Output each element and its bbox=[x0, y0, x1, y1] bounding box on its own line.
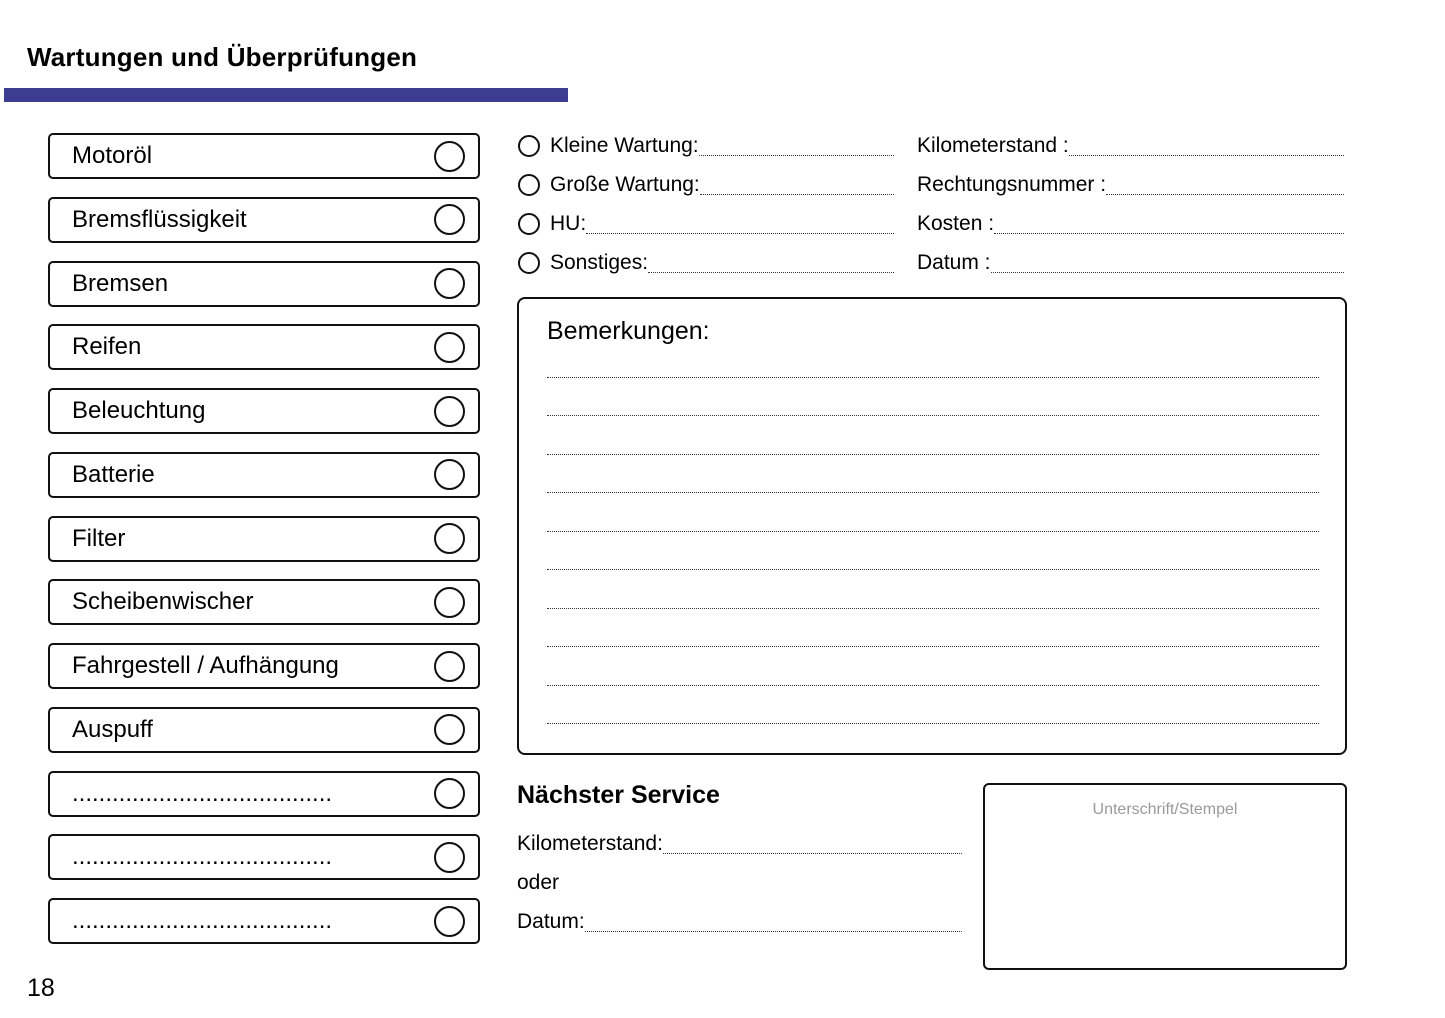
signature-stamp-box[interactable] bbox=[983, 783, 1347, 970]
maintenance-checklist bbox=[48, 133, 480, 944]
service-detail-label: Kosten : bbox=[917, 211, 995, 235]
service-detail-label: Datum : bbox=[917, 250, 991, 274]
next-service-or-row bbox=[517, 863, 962, 902]
next-service-or-label: oder bbox=[517, 870, 560, 894]
check-circle[interactable] bbox=[434, 332, 465, 363]
checklist-item bbox=[48, 707, 480, 753]
service-type-row bbox=[518, 243, 894, 282]
remark-write-line[interactable] bbox=[547, 493, 1319, 532]
check-circle[interactable] bbox=[434, 842, 465, 873]
fill-in-line[interactable] bbox=[700, 194, 894, 195]
service-type-group bbox=[518, 126, 894, 282]
remark-write-line[interactable] bbox=[547, 339, 1319, 378]
checklist-item bbox=[48, 388, 480, 434]
fill-in-line[interactable] bbox=[648, 272, 894, 273]
checklist-item bbox=[48, 834, 480, 880]
remarks-box bbox=[517, 297, 1347, 755]
checklist-item bbox=[48, 261, 480, 307]
service-detail-row bbox=[917, 243, 1344, 282]
remark-write-line[interactable] bbox=[547, 570, 1319, 609]
fill-in-line[interactable] bbox=[991, 272, 1344, 273]
checklist-item-label: Bremsen bbox=[72, 269, 169, 297]
service-type-row bbox=[518, 165, 894, 204]
checklist-item-label: Bremsflüssigkeit bbox=[72, 205, 247, 233]
check-circle[interactable] bbox=[434, 141, 465, 172]
remarks-lines bbox=[547, 339, 1319, 724]
fill-in-line[interactable] bbox=[663, 853, 962, 854]
service-detail-row bbox=[917, 204, 1344, 243]
remark-write-line[interactable] bbox=[547, 647, 1319, 686]
remark-write-line[interactable] bbox=[547, 609, 1319, 648]
remark-write-line[interactable] bbox=[547, 416, 1319, 455]
fill-in-line[interactable] bbox=[585, 931, 962, 932]
checklist-item bbox=[48, 133, 480, 179]
check-circle[interactable] bbox=[434, 714, 465, 745]
service-detail-label: Rechtungsnummer : bbox=[917, 172, 1107, 196]
checklist-item-label: ....................................... bbox=[72, 907, 333, 934]
remark-write-line[interactable] bbox=[547, 378, 1319, 417]
service-type-radio[interactable] bbox=[518, 174, 540, 196]
title-accent-bar bbox=[4, 88, 568, 102]
service-type-label: HU: bbox=[550, 211, 587, 235]
service-type-radio[interactable] bbox=[518, 135, 540, 157]
checklist-item bbox=[48, 324, 480, 370]
check-circle[interactable] bbox=[434, 651, 465, 682]
fill-in-line[interactable] bbox=[586, 233, 894, 234]
checklist-item bbox=[48, 516, 480, 562]
checklist-item-label: Auspuff bbox=[72, 715, 153, 743]
next-service-date-label: Datum: bbox=[517, 909, 585, 933]
check-circle[interactable] bbox=[434, 778, 465, 809]
service-type-row bbox=[518, 126, 894, 165]
checklist-item bbox=[48, 898, 480, 944]
checklist-item bbox=[48, 771, 480, 817]
fill-in-line[interactable] bbox=[1106, 194, 1344, 195]
service-detail-row bbox=[917, 126, 1344, 165]
checklist-item bbox=[48, 197, 480, 243]
service-type-radio[interactable] bbox=[518, 213, 540, 235]
remarks-title: Bemerkungen: bbox=[547, 317, 710, 345]
remark-write-line[interactable] bbox=[547, 532, 1319, 571]
checklist-item-label: ....................................... bbox=[72, 779, 333, 807]
service-type-row bbox=[518, 204, 894, 243]
checklist-item-label: Fahrgestell / Aufhängung bbox=[72, 652, 339, 679]
checklist-item-label: Motoröl bbox=[72, 142, 153, 169]
next-service-title: Nächster Service bbox=[517, 781, 720, 809]
service-type-label: Große Wartung: bbox=[550, 172, 700, 196]
check-circle[interactable] bbox=[434, 523, 465, 554]
checklist-item-label: Beleuchtung bbox=[72, 397, 206, 424]
fill-in-line[interactable] bbox=[1069, 155, 1344, 156]
check-circle[interactable] bbox=[434, 587, 465, 618]
checklist-item bbox=[48, 579, 480, 625]
checklist-item-label: Filter bbox=[72, 524, 126, 552]
page-title: Wartungen und Überprüfungen bbox=[27, 42, 418, 72]
fill-in-line[interactable] bbox=[994, 233, 1344, 234]
service-detail-label: Kilometerstand : bbox=[917, 133, 1069, 157]
service-type-label: Sonstiges: bbox=[550, 250, 649, 274]
next-service-kilometer-label: Kilometerstand: bbox=[517, 831, 663, 855]
next-service-date-row bbox=[517, 902, 962, 941]
service-detail-row bbox=[917, 165, 1344, 204]
check-circle[interactable] bbox=[434, 906, 465, 937]
remark-write-line[interactable] bbox=[547, 455, 1319, 494]
checklist-item-label: Reifen bbox=[72, 333, 142, 361]
checklist-item bbox=[48, 643, 480, 689]
check-circle[interactable] bbox=[434, 268, 465, 299]
service-type-label: Kleine Wartung: bbox=[550, 133, 699, 157]
service-type-radio[interactable] bbox=[518, 252, 540, 274]
next-service-section bbox=[517, 781, 962, 941]
fill-in-line[interactable] bbox=[699, 155, 894, 156]
checklist-item-label: Batterie bbox=[72, 460, 155, 488]
signature-stamp-label: Unterschrift/Stempel bbox=[1092, 801, 1238, 818]
checklist-item-label: Scheibenwischer bbox=[72, 588, 254, 616]
service-details-group bbox=[917, 126, 1344, 282]
remark-write-line[interactable] bbox=[547, 686, 1319, 725]
check-circle[interactable] bbox=[434, 396, 465, 427]
checklist-item bbox=[48, 452, 480, 498]
check-circle[interactable] bbox=[434, 204, 465, 235]
checklist-item-label: ....................................... bbox=[72, 843, 333, 871]
next-service-kilometer-row bbox=[517, 824, 962, 863]
page-number: 18 bbox=[27, 974, 55, 1002]
check-circle[interactable] bbox=[434, 459, 465, 490]
